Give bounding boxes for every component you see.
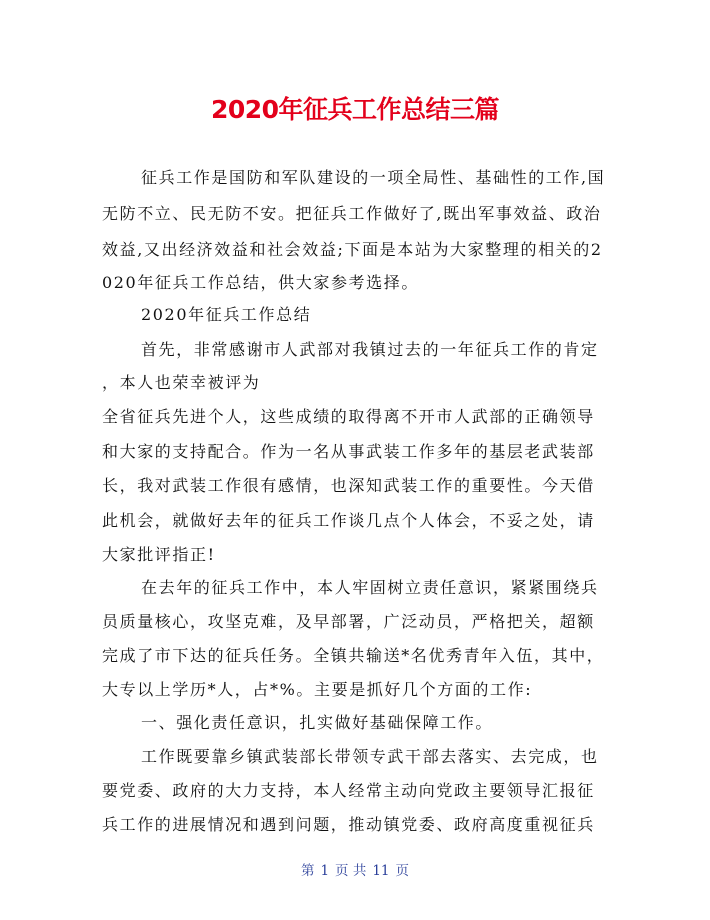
paragraph-line: 大专以上学历*人，占*%。主要是抓好几个方面的工作: xyxy=(102,680,533,699)
footer-total-pages: 11 xyxy=(372,863,390,879)
section-heading: 2020年征兵工作总结 xyxy=(141,305,312,324)
paragraph-line: 和大家的支持配合。作为一名从事武装工作多年的基层老武装部 xyxy=(102,442,595,461)
paragraph-line: 大家批评指正! xyxy=(102,545,216,564)
paragraph-line: 征兵工作是国防和军队建设的一项全局性、基础性的工作,国 xyxy=(141,168,606,187)
paragraph-line: 工作既要靠乡镇武装部长带领专武干部去落实、去完成，也 xyxy=(141,747,599,766)
paragraph-line: 要党委、政府的大力支持，本人经常主动向党政主要领导汇报征 xyxy=(102,781,595,800)
paragraph-line: 在去年的征兵工作中，本人牢固树立责任意识，紧紧围绕兵 xyxy=(141,578,599,597)
footer-prefix: 第 xyxy=(300,863,315,879)
footer-middle: 页 共 xyxy=(335,863,367,879)
paragraph-line: 首先，非常感谢市人武部对我镇过去的一年征兵工作的肯定 xyxy=(141,340,599,359)
paragraph-line: 兵工作的进展情况和遇到问题，推动镇党委、政府高度重视征兵 xyxy=(102,815,595,834)
document-title: 2020年征兵工作总结三篇 xyxy=(210,95,500,124)
paragraph-line: 长，我对武装工作很有感情，也深知武装工作的重要性。今天借 xyxy=(102,476,595,495)
paragraph-line: 员质量核心，攻坚克难，及早部署，广泛动员，严格把关，超额 xyxy=(102,612,595,631)
paragraph-line: 全省征兵先进个人，这些成绩的取得离不开市人武部的正确领导 xyxy=(102,407,595,426)
section-heading: 一、强化责任意识，扎实做好基础保障工作。 xyxy=(141,713,494,732)
paragraph-line: 020年征兵工作总结，供大家参考选择。 xyxy=(102,273,419,292)
paragraph-line: 完成了市下达的征兵任务。全镇共输送*名优秀青年入伍，其中， xyxy=(102,646,605,665)
paragraph-line: 无防不立、民无防不安。把征兵工作做好了,既出军事效益、政治 xyxy=(102,204,602,223)
paragraph-line: 此机会，就做好去年的征兵工作谈几点个人体会，不妥之处，请 xyxy=(102,511,595,530)
paragraph-line: 效益,又出经济效益和社会效益;下面是本站为大家整理的相关的2 xyxy=(102,240,603,259)
page-footer xyxy=(0,859,710,879)
footer-current-page: 1 xyxy=(320,863,330,879)
footer-suffix: 页 xyxy=(395,863,410,879)
paragraph-line: ，本人也荣幸被评为 xyxy=(102,373,261,392)
